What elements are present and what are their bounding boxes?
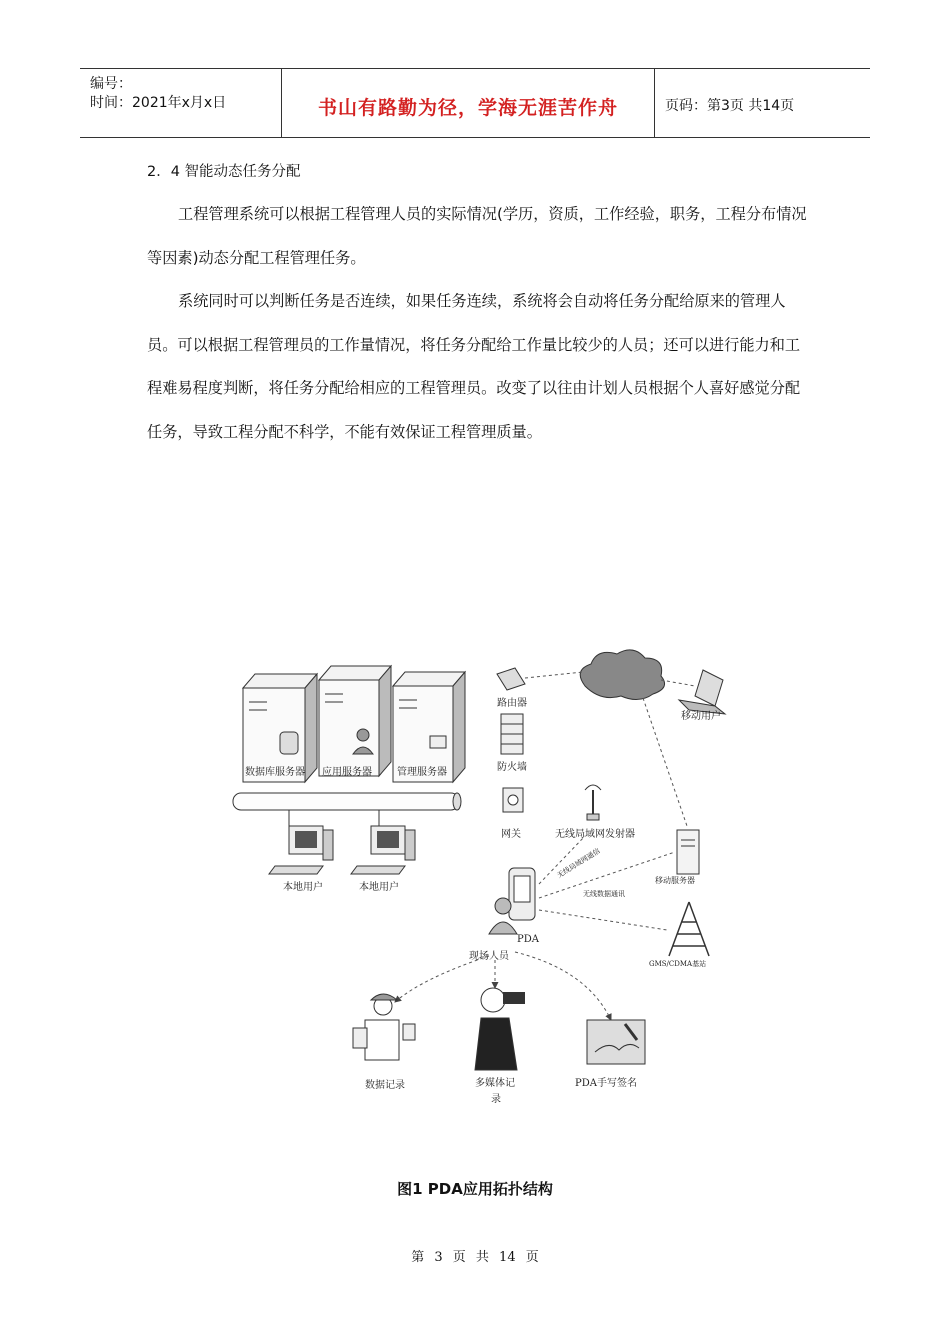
handwriting-signature-icon xyxy=(587,1020,645,1064)
gateway-label: 网关 xyxy=(501,829,521,840)
app-server-label: 应用服务器 xyxy=(322,767,372,778)
pda-label: PDA xyxy=(517,934,539,945)
tower-link-label: 无线数据通讯 xyxy=(583,890,625,898)
local-user-label-2: 本地用户 xyxy=(359,882,399,893)
field-staff-label: 现场人员 xyxy=(469,951,509,962)
local-pc-icon xyxy=(351,826,415,874)
local-pc-icon xyxy=(269,826,333,874)
gsm-tower-label: GMS/CDMA基站 xyxy=(649,960,707,968)
router-label: 路由器 xyxy=(497,698,527,709)
mgmt-server-label: 管理服务器 xyxy=(397,767,447,778)
local-user-label-1: 本地用户 xyxy=(283,882,323,893)
paragraph-2: 系统同时可以判断任务是否连续，如果任务连续，系统将会自动将任务分配给原来的管理人员。可以根据工程管理员的工作量情况，将任务分配给工作量比较少的人员；还可以进行能力和工程难易程度判断，将任务分配给相应的工程管理员。改变了以往由计划人员根据个人喜好感觉分配任务，导致工程分配不科学，不能有效保证工程管理质量。 xyxy=(147,292,801,441)
header-table xyxy=(80,68,870,138)
firewall-icon xyxy=(501,714,523,754)
time-label: 时间：2021年x月x日 xyxy=(90,95,227,111)
application-server-icon xyxy=(319,666,391,776)
multimedia-record-label-2: 录 xyxy=(491,1094,501,1105)
pda-device-icon xyxy=(509,868,535,920)
laptop-icon xyxy=(679,670,725,714)
mobile-server-label: 移动服务器 xyxy=(655,876,695,885)
topology-diagram xyxy=(225,640,721,1110)
multimedia-record-label-1: 多媒体记 xyxy=(475,1078,515,1089)
pda-signature-label: PDA手写签名 xyxy=(575,1078,637,1089)
mobile-server-icon xyxy=(677,830,699,874)
number-label: 编号： xyxy=(90,76,132,92)
header-meta-cell xyxy=(80,69,282,137)
database-server-icon xyxy=(243,674,317,782)
header-motto-cell xyxy=(282,69,655,137)
network-bus xyxy=(233,793,461,828)
figure-caption: 图1 PDA应用拓扑结构 xyxy=(397,1180,553,1198)
cell-tower-icon xyxy=(669,902,709,956)
page-footer: 第 3 页 共 14 页 xyxy=(411,1250,539,1265)
page-info: 页码：第3页 共14页 xyxy=(665,98,795,114)
data-record-worker-icon xyxy=(353,994,415,1060)
wlan-label: 无线局域网发射器 xyxy=(555,829,635,840)
data-record-label: 数据记录 xyxy=(365,1080,405,1091)
mobile-user-label: 移动用户 xyxy=(681,711,721,722)
gateway-icon xyxy=(503,788,523,812)
section-heading: 2．4 智能动态任务分配 xyxy=(147,164,301,180)
management-server-icon xyxy=(393,672,465,782)
internet-cloud-icon xyxy=(580,650,664,700)
wlan-link-label: 无线局域网通信 xyxy=(555,846,602,880)
firewall-label: 防火墙 xyxy=(497,762,527,773)
db-server-label: 数据库服务器 xyxy=(245,767,305,778)
paragraph-1: 工程管理系统可以根据工程管理人员的实际情况(学历，资质，工作经验，职务，工程分布情况等因素)动态分配工程管理任务。 xyxy=(147,205,807,267)
wlan-antenna-icon xyxy=(585,785,601,820)
header-page-cell xyxy=(655,69,870,137)
motto-text: 书山有路勤为径，学海无涯苦作舟 xyxy=(317,97,618,119)
video-camera-worker-icon xyxy=(475,988,525,1070)
router-icon xyxy=(497,668,525,690)
